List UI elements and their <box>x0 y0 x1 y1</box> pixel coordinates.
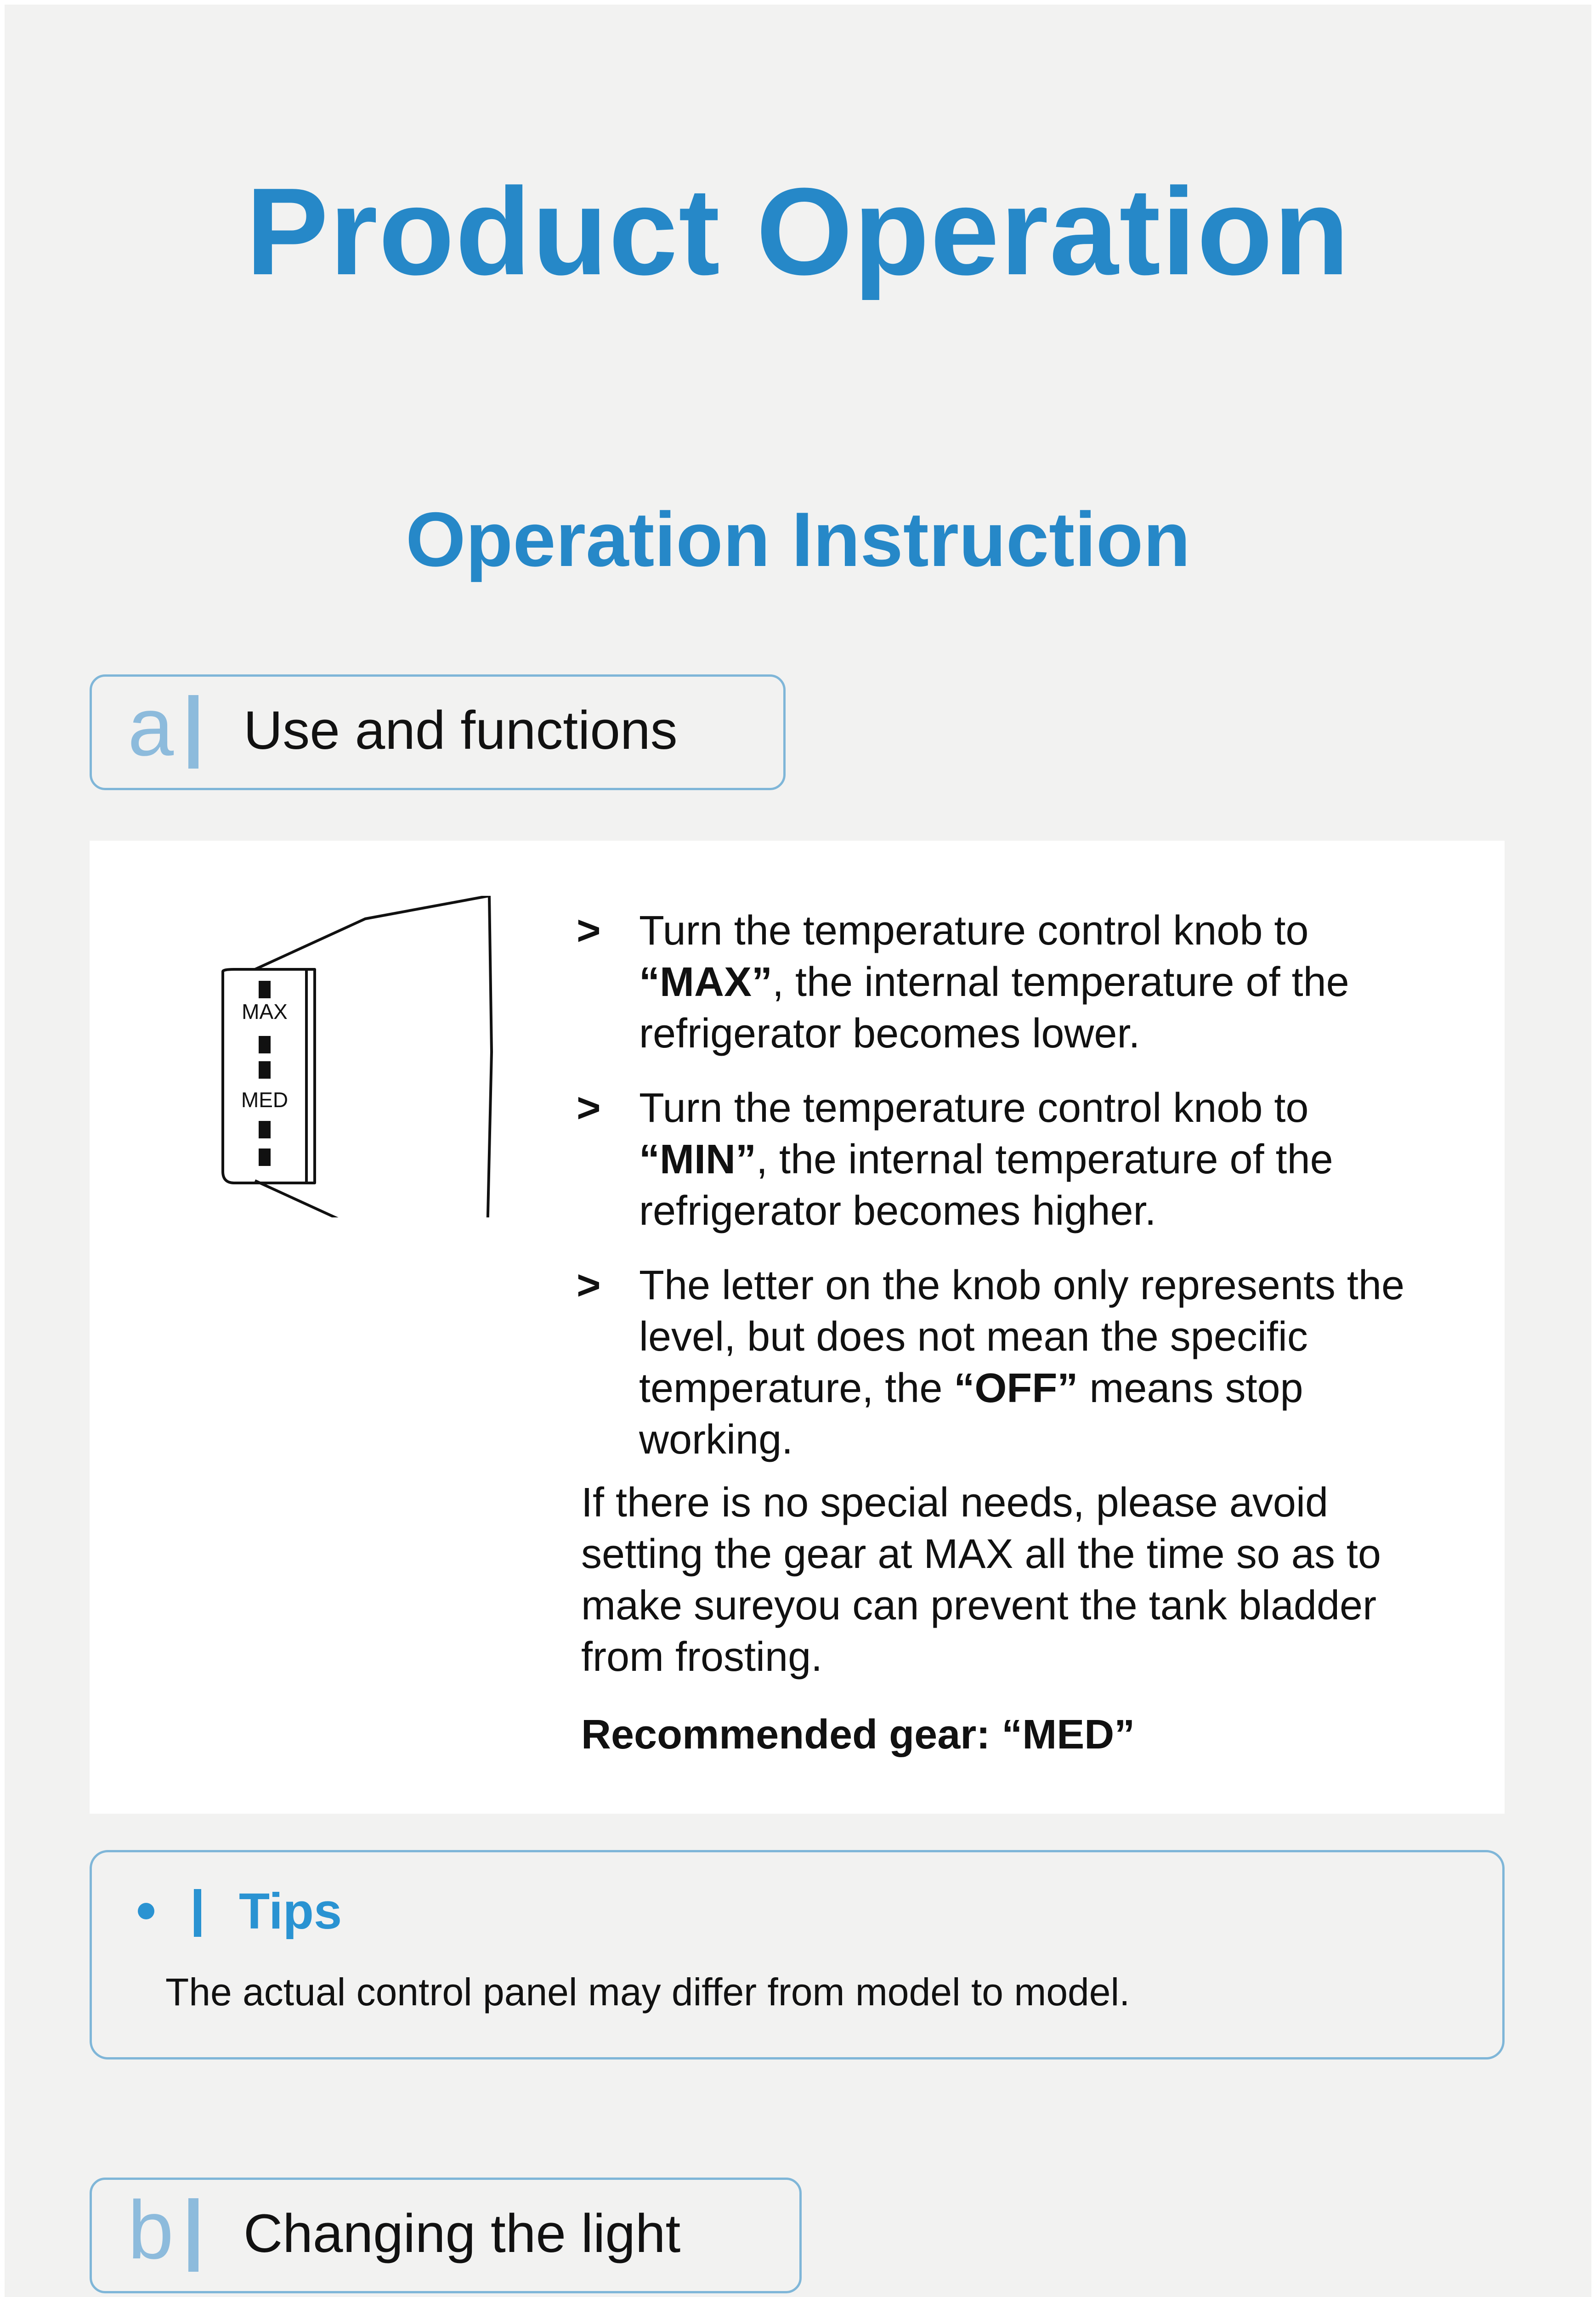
instruction-text: Turn the temperature control knob to <box>639 1085 1309 1131</box>
instruction-text: , the internal temperature of the refrigerator becomes higher. <box>639 1137 1333 1234</box>
instruction-item <box>577 1082 1422 1237</box>
section-b-header <box>90 2178 802 2293</box>
page-title: Product Operation <box>245 163 1351 301</box>
use-and-functions-panel <box>90 841 1505 1814</box>
instruction-text: The letter on the knob only represents the level, but does not mean the specific temperature, the <box>639 1262 1405 1411</box>
knob-level-mark <box>259 981 271 998</box>
recommended-gear: Recommended gear: “MED” <box>581 1712 1135 1758</box>
instruction-text: , the internal temperature of the refrigerator becomes lower. <box>639 959 1349 1057</box>
section-b-title: Changing the light <box>243 2203 681 2264</box>
section-a-title: Use and functions <box>243 700 678 761</box>
bullet-marker: > <box>577 1262 601 1308</box>
knob-housing-outline <box>255 896 492 1217</box>
instruction-emphasis: “MAX” <box>639 959 772 1005</box>
instruction-item <box>577 1260 1422 1465</box>
tips-text: The actual control panel may differ from model to model. <box>165 1970 1130 2014</box>
page <box>5 5 1591 2297</box>
bullet-marker: > <box>577 908 601 954</box>
section-a-header <box>90 674 786 790</box>
instruction-list <box>577 905 1422 1488</box>
page-subtitle: Operation Instruction <box>405 496 1191 583</box>
instruction-emphasis: “MIN” <box>639 1137 756 1182</box>
instruction-text: means stop working. <box>639 1365 1303 1463</box>
section-a-letter: a <box>128 681 174 773</box>
knob-level-mark <box>259 1036 271 1053</box>
tips-divider <box>194 1889 201 1937</box>
knob-level-mark <box>259 1148 271 1166</box>
section-b-letter: b <box>128 2184 174 2276</box>
instruction-text: Turn the temperature control knob to <box>639 908 1309 954</box>
bullet-marker: > <box>577 1085 601 1131</box>
tips-heading: Tips <box>239 1883 342 1940</box>
instruction-item <box>577 905 1422 1059</box>
section-b-divider <box>188 2198 198 2272</box>
knob-med-label: MED <box>241 1088 289 1112</box>
tips-bullet-icon <box>138 1903 154 1919</box>
section-a-divider <box>188 695 198 769</box>
knob-max-label: MAX <box>242 1000 288 1024</box>
tips-box <box>90 1850 1505 2059</box>
temperature-knob-diagram <box>204 896 526 1217</box>
knob-level-mark <box>259 1121 271 1138</box>
instruction-emphasis: “OFF” <box>954 1365 1078 1411</box>
knob-level-mark <box>259 1061 271 1079</box>
usage-note: If there is no special needs, please avoid setting the gear at MAX all the time so as to make sureyou can prevent the tank bladder from frosting. <box>581 1480 1381 1680</box>
